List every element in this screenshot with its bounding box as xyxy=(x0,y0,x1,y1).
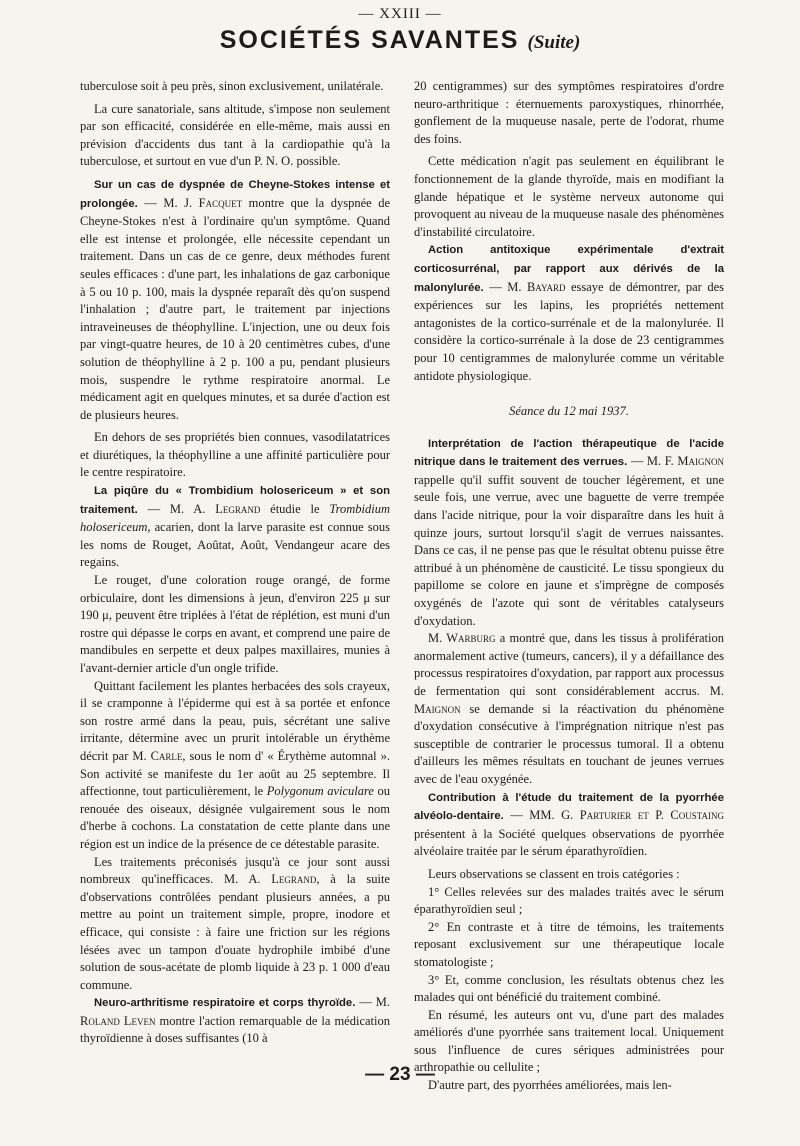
species-name: Trombidium holosericeum xyxy=(80,501,390,535)
author-name: MM. G. Parturier et P. Coustaing xyxy=(529,808,724,823)
paragraph: tuberculose soit à peu près, sinon exclusivement, unilatérale. xyxy=(80,79,384,93)
article-cheyne-stokes: Sur un cas de dyspnée de Cheyne-Stokes intense et prolongée. — M. J. Facquet montre que la dyspnée de Cheyne-Stokes n'est à l'ordinaire qu'un symptôme. Quand elle est intense et prolongée, elle nécessite cependant un traitement. Dans un cas de ce genre, deux méthodes furent seules efficaces : d'une part, les inhalations de gaz carbonique à 5 ou 10 p. 100, mais la dyspnée reparaît dès qu'on suspend l'inhalation ; d'autre part, le traitement par injections intraveineuses de théophylline. L'injection, une ou deux fois par vingt-quatre heures, de 10 à 20 centimètres cubes, d'une solution de théophylline à 2 p. 100 a pu, pendant plusieurs mois, suspendre le rythme respiratoire anormal. Le médicament agit en quelques minutes, et sa durée d'action est de plusieurs heures. xyxy=(80,178,391,422)
article-heading: Interprétation de l'action thérapeutique de l'acide nitrique dans le traitement des verrues. xyxy=(414,437,724,469)
session-date: Séance du 12 mai 1937. xyxy=(509,404,629,419)
section-title: SOCIÉTÉS SAVANTES xyxy=(219,26,520,54)
article-text: , acarien, dont la larve parasite est connue sous les noms de Rouget, Aoûtat, Août, Vendangeur acare des regains. xyxy=(80,520,390,570)
paragraph: D'autre part, des pyorrhées améliorées, mais len- xyxy=(428,1078,672,1093)
article-text: rappelle qu'il suffit souvent de toucher légèrement, et une seule fois, une verrue, avec une baguette de verre trempée dans l'acide nitrique, pour la voir disparaître dans les huit à quinze jours, surtout lorsqu'il s'agit de verrues naissantes. Dans ce cas, il ne pense pas que le résultat obtenu puisse être attribué à un phénomène de causticité. Le tissu spongieux du papillome se colore en jaune et s'imprègne de composés oxygénés de l'azote qui sont de véritables catalyseurs d'oxydation. xyxy=(414,472,724,628)
paragraph: 20 centigrammes) sur des symptômes respiratoires d'ordre neuro-arthritique : éternuements paroxystiques, rhinorrhée, gonflement de la muqueuse nasale, perte de l'odorat, rhume des foins. xyxy=(414,79,724,146)
author-name: M. Warburg xyxy=(428,631,496,646)
paragraph: La cure sanatoriale, sans altitude, s'impose non seulement par son efficacité, considérée en elle-même, mais aussi en prévision d'accidents dus tant à la cardiopathie qu'à la tuberculose, et surtout en vue d'un P. N. O. possible. xyxy=(80,101,390,169)
author-name: M. A. Legrand xyxy=(224,872,317,887)
paragraph: En résumé, les auteurs ont vu, d'une part des malades améliorés d'une pyorrhée sans traitement local. Uniquement sous l'influence de cures sériques administrées pour arthropathie ou cellulite ; xyxy=(414,1007,724,1075)
paragraph: M. Warburg a montré que, dans les tissus à prolifération anormalement active (tumeurs, cancers), il y a défaillance des processus respiratoires d'oxydation, par rapport aux processus de fermentation qui sont considérablement accrus. M. Maignon se demande si la réactivation du phénomène d'oxydation consécutive à l'imprégnation nitrique n'est pas susceptible de contrarier le processus tumoral. Il a obtenu d'ailleurs les mêmes résultats en touchant de jeunes verrues avec de l'eau oxygénée. xyxy=(414,631,724,786)
article-heading: Neuro-arthritisme respiratoire et corps thyroïde. xyxy=(94,997,356,1010)
paragraph: 1° Celles relevées sur des malades traités avec le sérum éparathyroïdien seul ; xyxy=(414,884,724,917)
paragraph: Quittant facilement les plantes herbacées des sols crayeux, il se cramponne à l'épiderme qui est à sa portée et enfonce son rostre armé dans la peau, puis, sécrétant une salive irritante, détermine avec un prurit intolérable un érythème décrit par M. Carle, sous le nom d' « Érythème automnal ». Son activité se manifeste du 1er août au 25 septembre. Il affectionne, tout particulièrement, le Polygonum aviculare ou renouée des oiseaux, désignée vulgairement sous le nom d'herbe à cochons. La constatation de cette plante dans une région est un indice de la présence de ce détestable parasite. xyxy=(80,678,391,851)
paragraph: Le rouget, d'une coloration rouge orangé, de forme orbiculaire, dont les dimensions à jeun, d'environ 225 μ sur 190 μ, peuvent être triplées à l'état de réplétion, est muni d'un rostre qui dépasse le corps en avant, et comprend une paire de mandibules en serpette et deux palpes maxillaires, munies à l'avant-dernier article d'un ongle trifide. xyxy=(80,573,390,675)
author-name: M. Maignon xyxy=(414,684,724,716)
article-heading: Sur un cas de dyspnée de Cheyne-Stokes intense et prolongée. xyxy=(80,178,390,210)
article-heading: Action antitoxique expérimentale d'extrait corticosurrénal, par rapport aux dérivés de la malonylurée. xyxy=(414,244,724,294)
roman-page-number: — XXIII — xyxy=(358,6,442,22)
article-heading: Contribution à l'étude du traitement de la pyorrhée alvéolo-dentaire. xyxy=(414,791,724,823)
article-text: montre que la dyspnée de Cheyne-Stokes n'est à l'ordinaire qu'un symptôme. Quand elle est intense et prolongée, elle nécessite cependant un traitement. Dans un cas de ce genre, deux méthodes furent seules efficaces : d'une part, les inhalations de gaz carbonique à 5 ou 10 p. 100, mais la dyspnée reparaît dès qu'on suspend l'inhalation ; d'autre part, le traitement par injections intraveineuses de théophylline. L'injection, une ou deux fois par vingt-quatre heures, de 10 à 20 centimètres cubes, d'une solution de théophylline à 2 p. 100 a pu, pendant plusieurs mois, suspendre le rythme respiratoire anormal. Le médicament agit en quelques minutes, et sa durée d'action est de plusieurs heures. xyxy=(80,195,391,422)
page-number: — 23 — xyxy=(365,1064,435,1085)
paragraph: Les traitements préconisés jusqu'à ce jour sont aussi nombreux qu'inefficaces. M. A. Legrand, à la suite d'observations contrôlées pendant plusieurs années, a pu mettre au point un traitement simple, propre, inodore et efficace, qui consiste : à faire une friction sur les régions lésées avec un tampon d'ouate hydrophile imbibé d'une solution de sous-acétate de plomb liquide à 23 p. 1 000 d'eau commune. xyxy=(80,854,390,992)
article-cortico-surrenal: Action antitoxique expérimentale d'extrait corticosurrénal, par rapport aux dérivés de la malonylurée. — M. Bayard essaye de démontrer, par des expériences sur les lapins, les propriétés nettement antagonistes de la cortico-surrénale et de la malonylurée. Il considère la cortico-surrénale à la dose de 23 centigrammes pour 10 centigrammes de malonylurée comme un véritable antidote physiologique. xyxy=(414,244,724,383)
article-text: présentent à la Société quelques observations de pyorrhée alvéolaire traitée par le sérum éparathyroïdien. xyxy=(414,826,724,859)
author-name: M. J. Facquet xyxy=(163,195,243,210)
paragraph: Cette médication n'agit pas seulement en équilibrant le fonctionnement de la glande thyroïde, mais en modifiant la glande hépatique et le système nerveux autonome qui provoquent au niveau de la muqueuse nasale des phénomènes d'instabilité circulatoire. xyxy=(414,154,724,239)
paragraph: 2° En contraste et à titre de témoins, les traitements reposant exclusivement sur une thérapeutique locale stomatologiste ; xyxy=(414,919,724,969)
running-header xyxy=(0,26,800,55)
article-heading: La piqûre du « Trombidium holosericeum » et son traitement. xyxy=(80,485,390,516)
article-trombidium: La piqûre du « Trombidium holosericeum » et son traitement. — M. A. Legrand étudie le Trombidium holosericeum, acarien, dont la larve parasite est connue sous les noms de Rouget, Aoûtat, Août, Vendangeur acare des regains. xyxy=(80,485,390,570)
author-name: M. Carle xyxy=(132,748,183,763)
article-text: étudie le xyxy=(260,501,330,516)
article-neuro-arthritisme: Neuro-arthritisme respiratoire et corps thyroïde. — M. Roland Leven montre l'action remarquable de la médication thyroïdienne à doses suffisantes (10 à xyxy=(80,995,391,1046)
article-text: montre l'action remarquable de la médication thyroïdienne à doses suffisantes (10 à xyxy=(80,1013,390,1046)
right-column xyxy=(414,78,724,1095)
paragraph: En dehors de ses propriétés bien connues, vasodilatatrices et diurétiques, la théophylline a une affinité particulière pour le centre respiratoire. xyxy=(80,430,390,480)
left-column xyxy=(80,78,390,1048)
author-name: M. Bayard xyxy=(507,279,566,294)
paragraph: Leurs observations se classent en trois catégories : xyxy=(428,866,680,881)
author-name: M. F. Maignon xyxy=(646,454,724,469)
species-name: Polygonum aviculare xyxy=(266,784,374,799)
author-name: M. A. Legrand xyxy=(169,501,261,516)
section-title-suite: (Suite) xyxy=(527,32,581,53)
paragraph: 3° Et, comme conclusion, les résultats obtenus chez les malades qui ont bénéficié du traitement combiné. xyxy=(414,972,724,1005)
article-pyorrhee: Contribution à l'étude du traitement de la pyorrhée alvéolo-dentaire. — MM. G. Parturier et P. Coustaing présentent à la Société quelques observations de pyorrhée alvéolaire traitée par le sérum éparathyroïdien. xyxy=(414,791,724,859)
author-name: M. Roland Leven xyxy=(80,995,391,1028)
article-text: essaye de démontrer, par des expériences sur les lapins, les propriétés nettement antagonistes de la cortico-surrénale et de la malonylurée. Il considère la cortico-surrénale à la dose de 23 centigrammes pour 10 centigrammes de malonylurée comme un véritable antidote physiologique. xyxy=(414,279,724,383)
article-acide-nitrique: Interprétation de l'action thérapeutique de l'acide nitrique dans le traitement des verrues. — M. F. Maignon rappelle qu'il suffit souvent de toucher légèrement, et une seule fois, une verrue, avec une baguette de verre trempée dans l'acide nitrique, pour la voir disparaître dans les huit à quinze jours, surtout lorsqu'il s'agit de verrues naissantes. Dans ce cas, il ne pense pas que le résultat obtenu puisse être attribué à un phénomène de causticité. Le tissu spongieux du papillome se colore en jaune et s'imprègne de composés oxygénés de l'azote qui sont de véritables catalyseurs d'oxydation. xyxy=(414,437,724,628)
